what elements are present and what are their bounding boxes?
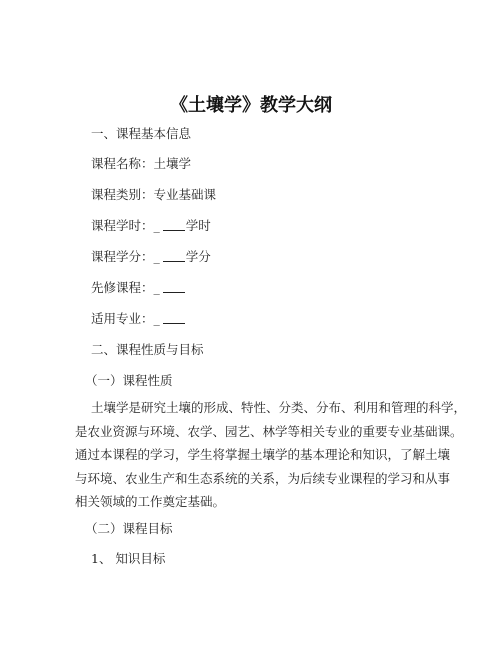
course-hours-blank	[163, 218, 185, 231]
applicable-major-line	[91, 309, 186, 327]
paragraph-line: 与环境、农业生产和生态系统的关系，为后续专业课程的学习和从事	[75, 470, 451, 486]
course-credits-unit: 学分	[185, 249, 211, 264]
paragraph-line: 是农业资源与环境、农学、园艺、林学等相关专业的重要专业基础课。	[75, 423, 463, 439]
paragraph-line: 通过本课程的学习，学生将掌握土壤学的基本理论和知识，了解土壤	[75, 447, 451, 463]
paragraph-line: 相关领域的工作奠定基础。	[75, 494, 226, 510]
course-hours-label: 课程学时：_	[91, 218, 160, 233]
prerequisite-label: 先修课程：_	[91, 280, 160, 295]
course-type-line: 课程类别：专业基础课	[91, 187, 217, 202]
course-hours-unit: 学时	[185, 218, 211, 233]
paragraph-line: 土壤学是研究土壤的形成、特性、分类、分布、利用和管理的科学，	[91, 400, 467, 415]
applicable-major-blank	[163, 311, 185, 324]
document-title: 《土壤学》教学大纲	[170, 95, 332, 116]
course-credits-label: 课程学分：_	[91, 249, 160, 264]
section-heading-basic-info: 一、课程基本信息	[91, 126, 192, 141]
applicable-major-label: 适用专业：_	[91, 311, 160, 326]
course-credits-line	[91, 247, 211, 265]
section-heading-nature-goals: 二、课程性质与目标	[91, 342, 204, 357]
course-hours-line	[91, 216, 211, 234]
subheading-course-goals: （二）课程目标	[85, 521, 173, 536]
subheading-course-nature: （一）课程性质	[85, 373, 173, 388]
prerequisite-line	[91, 278, 186, 296]
list-item-knowledge-goals: 1、 知识目标	[91, 551, 166, 566]
course-credits-blank	[163, 249, 185, 262]
course-name-line: 课程名称：土壤学	[91, 156, 192, 171]
prerequisite-blank	[163, 280, 185, 293]
course-nature-paragraph	[75, 396, 467, 514]
